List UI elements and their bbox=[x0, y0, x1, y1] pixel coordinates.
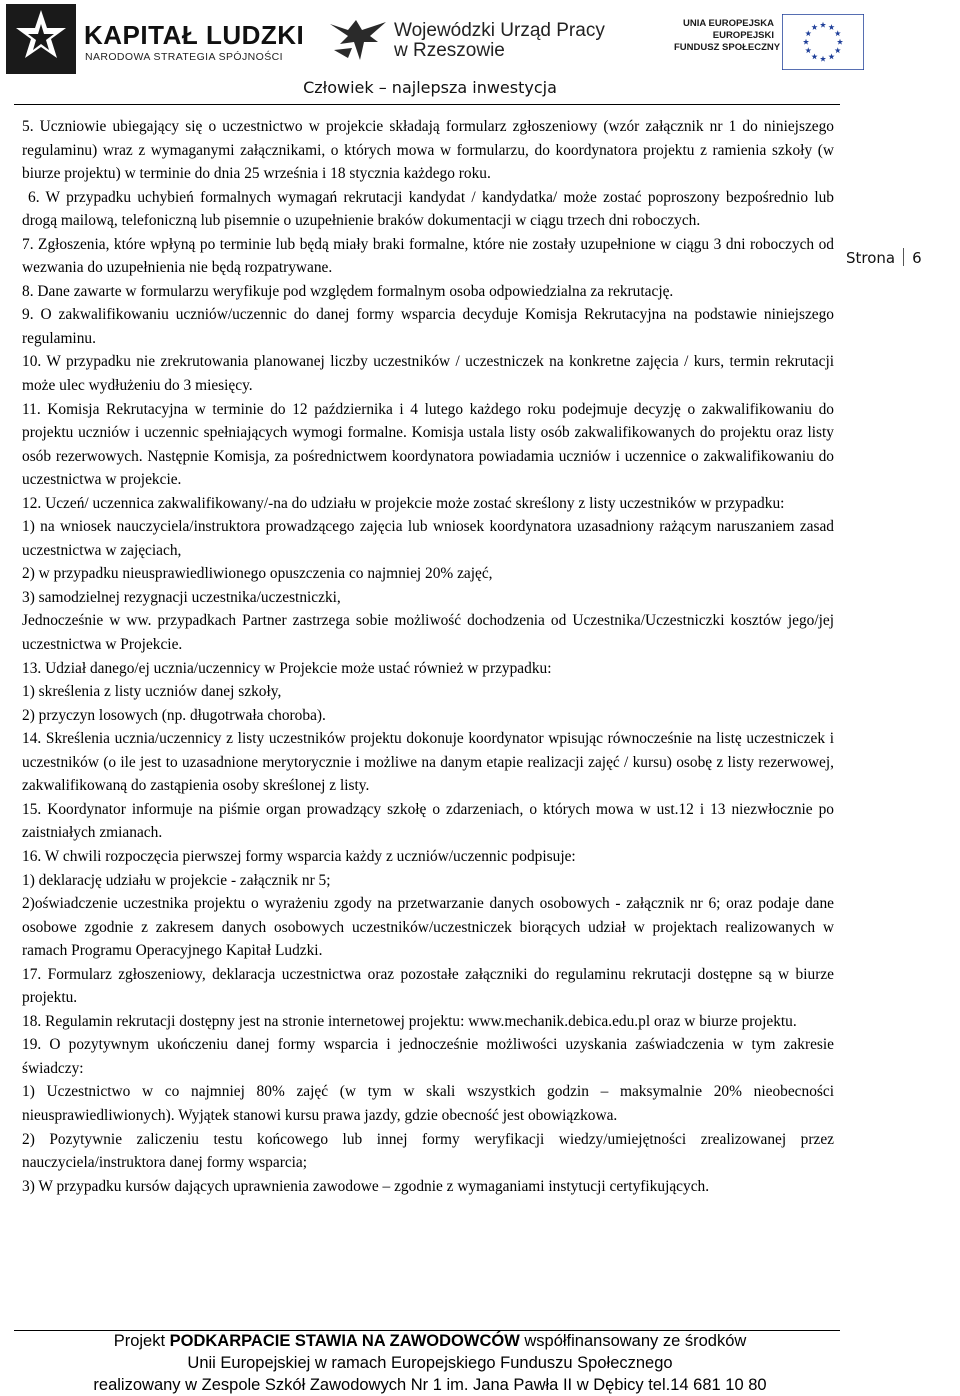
page-number: 6 bbox=[912, 249, 922, 267]
eagle-emblem-icon bbox=[326, 10, 392, 68]
paragraph: 2)oświadczenie uczestnika projektu o wyrażeniu zgody na przetwarzanie danych osobowych - załącznik nr 6; oraz podaje dane osobowe zgodnie z zakresem danych osobowych uczestników/uczestniczek biorących udział w projektach realizowanych w ramach Programu Operacyjnego Kapitał Ludzki. bbox=[22, 895, 834, 960]
header-motto: Człowiek – najlepsza inwestycja bbox=[303, 78, 557, 97]
footer-line-3: realizowany w Zespole Szkół Zawodowych Nr 1 im. Jana Pawła II w Dębicy tel.14 681 10 80 bbox=[93, 1376, 767, 1394]
paragraph: 14. Skreślenia ucznia/uczennicy z listy uczestników projektu dokonuje koordynator wpisując równocześnie na listę uczestniczek i uczestników (o ile jest to uzasadnione merytorycznie i możliwe na danym etapie realizacji zajęć / kursu) osobę z listy rezerwowej, zakwalifikowaną do zastąpienia osoby skreślonej z listy. bbox=[22, 730, 834, 795]
paragraph: 17. Formularz zgłoszeniowy, deklaracja uczestnictwa oraz pozostałe załączniki do regulaminu rekrutacji dostępne są w biurze projektu. bbox=[22, 965, 834, 1007]
eu-flag-icon bbox=[782, 14, 864, 70]
paragraph: 18. Regulamin rekrutacji dostępny jest na stronie internetowej projektu: www.mechanik.debica.edu.pl oraz w biurze projektu. bbox=[22, 1012, 797, 1030]
footer-prefix: Projekt bbox=[113, 1332, 170, 1350]
kapital-ludzki-emblem-icon bbox=[6, 4, 76, 74]
wup-name-line2: w Rzeszowie bbox=[394, 40, 505, 61]
paragraph: 9. O zakwalifikowaniu uczniów/uczennic do danej formy wsparcia decyduje Komisja Rekrutacyjna na podstawie niniejszego regulaminu. bbox=[22, 306, 834, 347]
paragraph: 3) samodzielnej rezygnacji uczestnika/uczestniczki, bbox=[22, 588, 341, 606]
page-label: Strona bbox=[846, 249, 896, 267]
kapital-ludzki-subtitle: NARODOWA STRATEGIA SPÓJNOŚCI bbox=[85, 51, 283, 63]
paragraph: 2) przyczyn losowych (np. długotrwała choroba). bbox=[22, 706, 326, 724]
kapital-ludzki-title: KAPITAŁ LUDZKI bbox=[84, 20, 305, 50]
paragraph: 8. Dane zawarte w formularzu weryfikuje pod względem formalnym osoba odpowiedzialna za rekrutację. bbox=[22, 282, 674, 300]
document-body bbox=[22, 115, 834, 1198]
paragraph: 5. Uczniowie ubiegający się o uczestnictwo w projekcie składają formularz zgłoszeniowy (wzór załącznik nr 1 do niniejszego regulaminu) wraz z wymaganymi załącznikami, o których mowa w formularzu, do koordynatora projektu z ramienia szkoły (w biurze projektu) w terminie do dnia 25 września i 18 stycznia każdego roku. bbox=[22, 118, 834, 183]
paragraph: 1) deklarację udziału w projekcie - załącznik nr 5; bbox=[22, 871, 331, 889]
footer-line-1 bbox=[0, 1330, 860, 1352]
wup-rzeszow-logo bbox=[326, 10, 605, 70]
paragraph: 1) na wniosek nauczyciela/instruktora prowadzącego zajęcia lub wniosek koordynatora uzasadniony rażącym naruszaniem zasad uczestnictwa w zajęciach, bbox=[22, 518, 834, 559]
eu-line3: FUNDUSZ SPOŁECZNY bbox=[674, 42, 781, 53]
paragraph: 2) w przypadku nieusprawiedliwionego opuszczenia co najmniej 20% zajęć, bbox=[22, 565, 493, 583]
eu-logo bbox=[674, 12, 944, 72]
paragraph: 1) skreślenia z listy uczniów danej szkoły, bbox=[22, 683, 282, 701]
kapital-ludzki-logo bbox=[6, 4, 305, 74]
footer bbox=[0, 1330, 860, 1396]
eu-line1: UNIA EUROPEJSKA bbox=[683, 18, 774, 29]
footer-line-2: Unii Europejskiej w ramach Europejskiego Funduszu Społecznego bbox=[187, 1354, 673, 1372]
paragraph: 10. W przypadku nie zrekrutowania planowanej liczby uczestników / uczestniczek na konkretne zajęcia / kurs, termin rekrutacji może ulec wydłużeniu do 3 miesięcy. bbox=[22, 353, 834, 395]
project-name: PODKARPACIE STAWIA NA ZAWODOWCÓW bbox=[169, 1332, 520, 1350]
paragraph: 3) W przypadku kursów dających uprawnienia zawodowe – zgodnie z wymaganiami instytucji certyfikujących. bbox=[22, 1177, 710, 1195]
paragraph: 2) Pozytywnie zaliczeniu testu końcowego lub innej formy weryfikacji wiedzy/umiejętności zrealizowanej przez nauczyciela/instruktora danej formy wsparcia; bbox=[22, 1130, 834, 1172]
paragraph: 19. O pozytywnym ukończeniu danej formy wsparcia i jednocześnie możliwości uzyskania zaświadczenia w tym zakresie świadczy: bbox=[22, 1036, 834, 1077]
footer-suffix: współfinansowany ze środków bbox=[519, 1332, 747, 1350]
paragraph: 15. Koordynator informuje na piśmie organ prowadzący szkołę o zdarzeniach, o których mowa w ust.12 i 13 niezwłocznie po zaistniałych zmianach. bbox=[22, 800, 834, 842]
paragraph: 16. W chwili rozpoczęcia pierwszej formy wsparcia każdy z uczniów/uczennic podpisuje: bbox=[22, 847, 576, 865]
paragraph: 13. Udział danego/ej ucznia/uczennicy w Projekcie może ustać również w przypadku: bbox=[22, 659, 552, 677]
eu-line2: EUROPEJSKI bbox=[712, 30, 774, 41]
eu-fund-text bbox=[674, 18, 781, 54]
paragraph: 11. Komisja Rekrutacyjna w terminie do 12 października i 4 lutego każdego roku podejmuje decyzję o zakwalifikowaniu do projektu uczniów i uczennic spełniających wymogi formalne. Komisja ustala listy osób zakwalifikowanych do projektu oraz listy osób rezerwowych. Następnie Komisja, za pośrednictwem koordynatora powiadamia uczniów i uczennice o zakwalifikowaniu do uczestnictwa w projekcie. bbox=[22, 400, 834, 489]
page-number-marker bbox=[846, 248, 946, 267]
page-separator bbox=[903, 248, 904, 266]
paragraph: 12. Uczeń/ uczennica zakwalifikowany/-na do udziału w projekcie może zostać skreślony z listy uczestników w przypadku: bbox=[22, 494, 785, 512]
paragraph: 7. Zgłoszenia, które wpłyną po terminie lub będą miały braki formalne, które nie zostały uzupełnione w ciągu 3 dni roboczych od wezwania do uzupełnienia nie będą rozpatrywane. bbox=[22, 235, 834, 277]
paragraph: Jednocześnie w ww. przypadkach Partner zastrzega sobie możliwość dochodzenia od Uczestnika/Uczestniczki kosztów jego/jej uczestnictwa w Projekcie. bbox=[22, 612, 834, 654]
header-divider bbox=[14, 104, 840, 105]
wup-name-line1: Wojewódzki Urząd Pracy bbox=[394, 20, 605, 41]
paragraph: 6. W przypadku uchybień formalnych wymagań rekrutacji kandydat / kandydatka/ może zostać poproszony bezpośrednio lub drogą mailową, telefoniczną lub pisemnie o uzupełnienie braków dokumentacji w ciągu trzech dni roboczych. bbox=[22, 188, 834, 230]
paragraph: 1) Uczestnictwo w co najmniej 80% zajęć (w tym w skali wszystkich godzin – maksymalnie 20% nieobecności nieusprawiedliwionych). Wyjątek stanowi kursu prawa jazdy, gdzie obecność jest obowiązkowa. bbox=[22, 1083, 834, 1124]
